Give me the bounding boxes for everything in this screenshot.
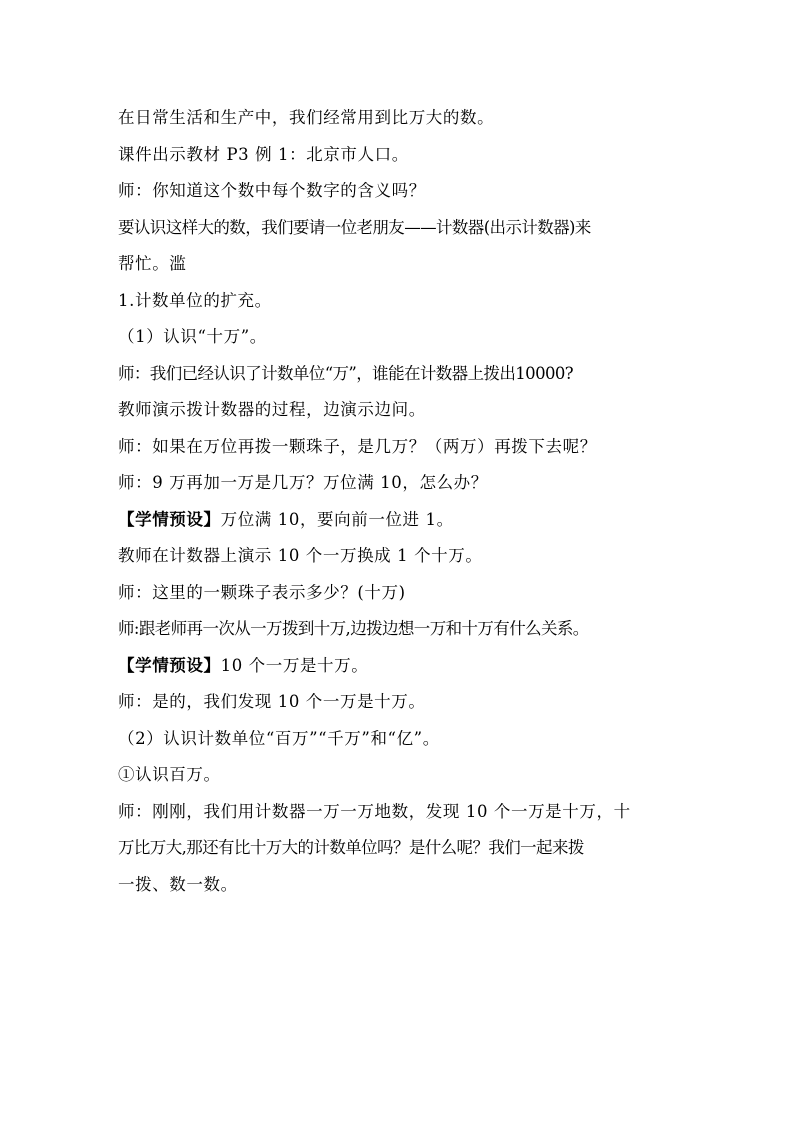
item-heading-baiwan: ①认识百万。: [118, 765, 221, 784]
paragraph-teacher-relation: 师:跟老师再一次从一万拨到十万,边拨边想一万和十万有什么关系。: [118, 619, 589, 638]
paragraph-counter-intro-cont: 帮忙。滥: [118, 254, 187, 273]
preset-label: 【学情预设】: [118, 655, 221, 675]
paragraph-teacher-count-cont: 万比万大,那还有比十万大的计数单位吗？是什么呢？我们一起来拨: [118, 838, 584, 857]
paragraph-teacher-10000: 师：我们已经认识了计数单位“万”，谁能在计数器上拨出10000?: [118, 363, 574, 383]
paragraph-courseware: 课件出示教材 P3 例 1：北京市人口。: [118, 144, 409, 164]
subsection-heading-shiwan: （1）认识“十万”。: [118, 327, 267, 346]
paragraph-teacher-question: 师：你知道这个数中每个数字的含义吗？: [118, 181, 426, 200]
paragraph-counter-intro: 要认识这样大的数，我们要请一位老朋友——计数器(出示计数器)来: [118, 217, 591, 237]
paragraph-teacher-bead-value: 师：这里的一颗珠子表示多少？(十万): [118, 582, 406, 602]
preset-label: 【学情预设】: [118, 509, 221, 529]
paragraph-demo: 教师演示拨计数器的过程，边演示边问。: [118, 400, 426, 419]
document-body: [118, 100, 684, 903]
subsection-heading-units: （2）认识计数单位“百万”“千万”和“亿”。: [118, 728, 440, 748]
paragraph-intro: 在日常生活和生产中，我们经常用到比万大的数。: [118, 108, 495, 127]
paragraph-teacher-bead: 师：如果在万位再拨一颗珠子，是几万？（两万）再拨下去呢？: [118, 436, 597, 456]
paragraph-teacher-count-end: 一拨、数一数。: [118, 874, 238, 894]
preset-text: 10 个一万是十万。: [220, 655, 369, 675]
paragraph-teacher-9wan: 师：9 万再加一万是几万？万位满 10，怎么办？: [118, 473, 488, 492]
section-heading-unit-expansion: 1.计数单位的扩充。: [118, 290, 272, 310]
paragraph-demo-exchange: 教师在计数器上演示 10 个一万换成 1 个十万。: [118, 546, 483, 565]
paragraph-teacher-confirm: 师：是的，我们发现 10 个一万是十万。: [118, 692, 426, 711]
paragraph-preset-2: [118, 648, 684, 685]
paragraph-preset-1: [118, 502, 684, 539]
preset-text: 万位满 10，要向前一位进 1。: [220, 509, 454, 529]
paragraph-teacher-count: 师：刚刚，我们用计数器一万一万地数，发现 10 个一万是十万，十: [118, 801, 631, 821]
